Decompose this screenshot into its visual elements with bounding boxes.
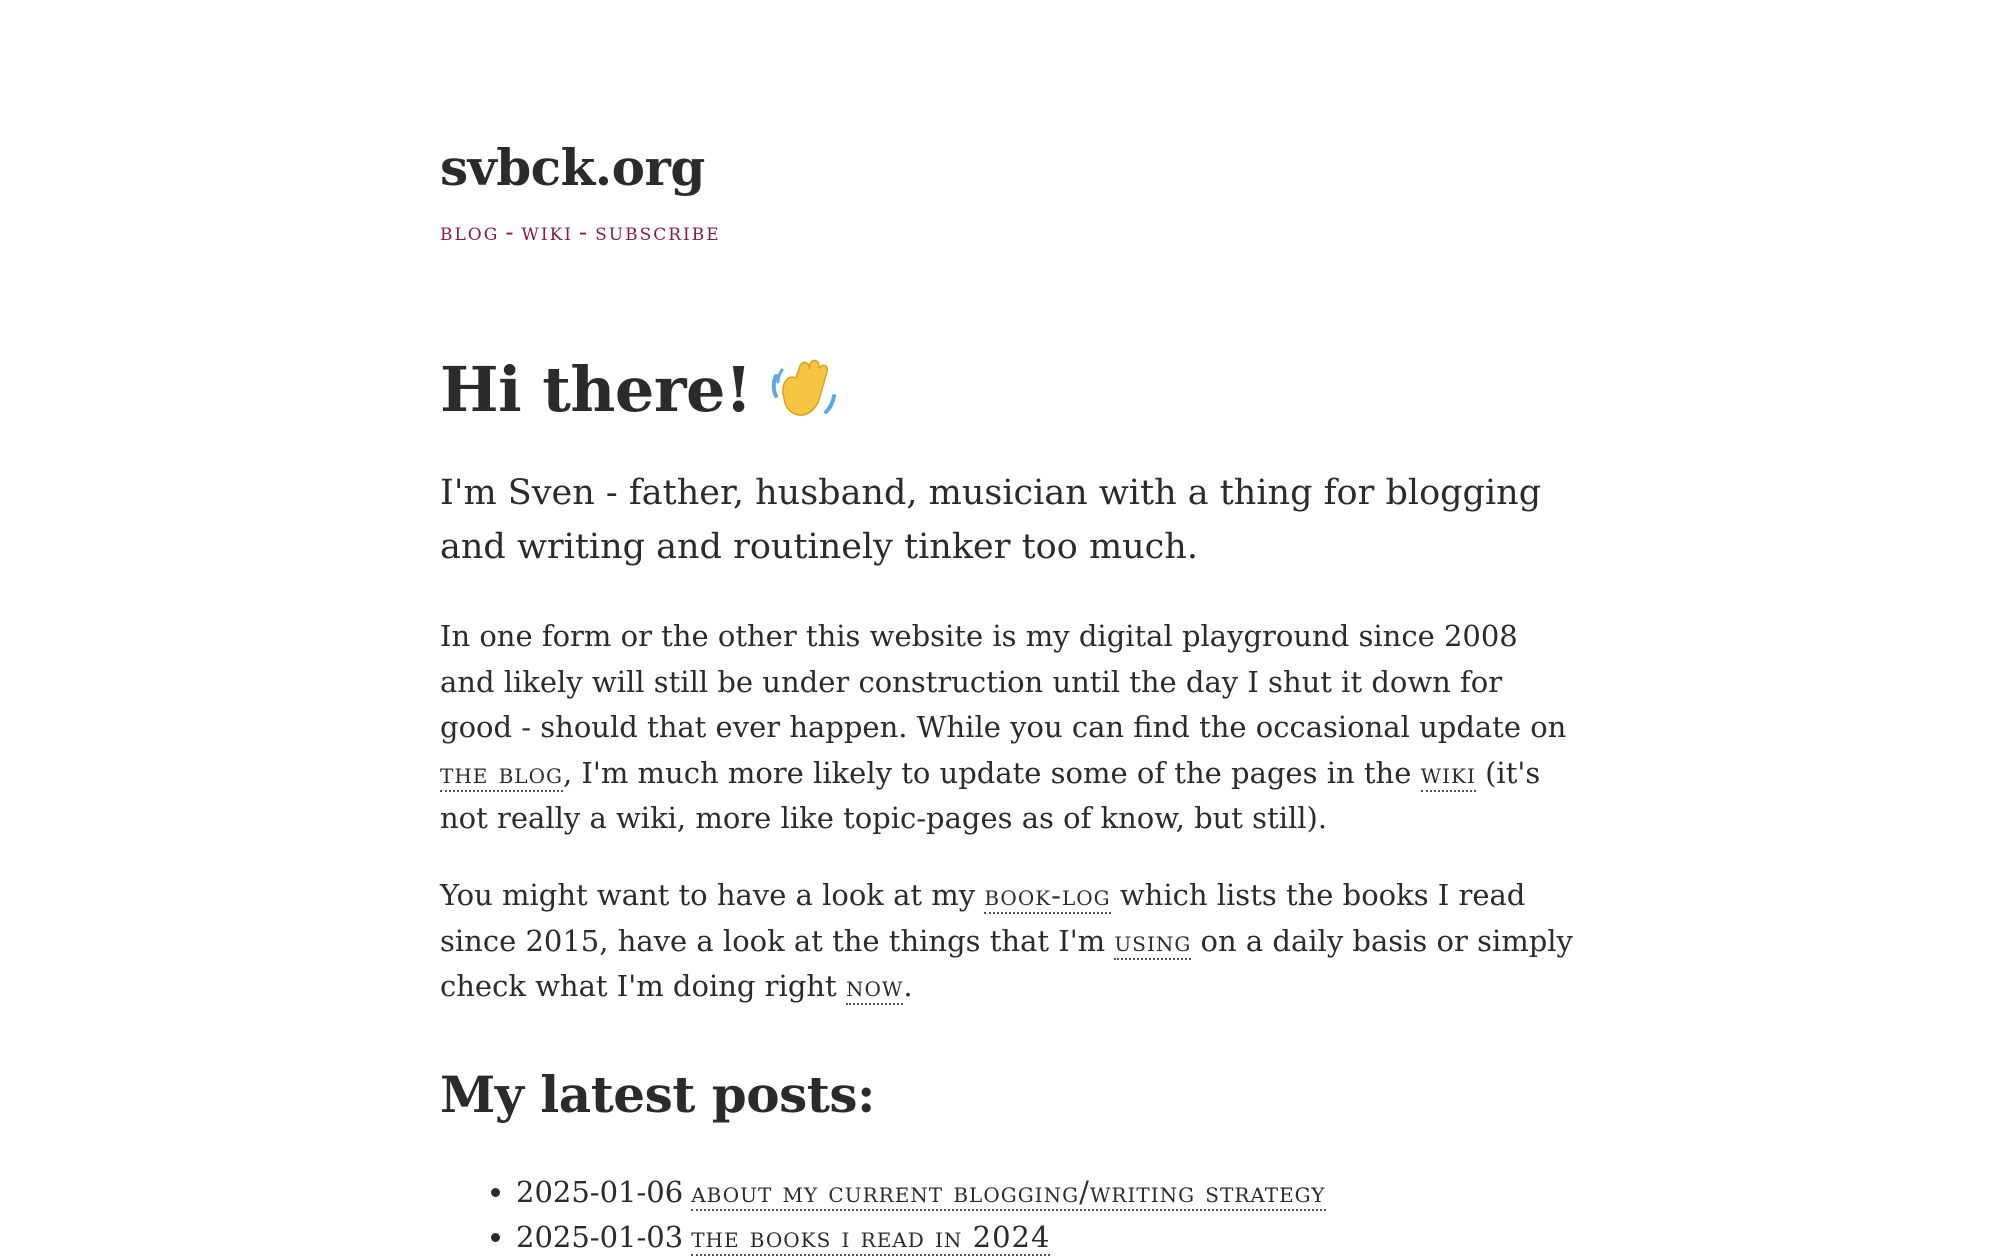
site-title[interactable]: svbck.org bbox=[440, 138, 705, 197]
nav-separator: - bbox=[505, 218, 516, 246]
site-nav bbox=[440, 214, 721, 250]
post-date: 2025-01-06 bbox=[516, 1175, 684, 1209]
post-date: 2025-01-03 bbox=[516, 1220, 684, 1254]
wiki-link[interactable]: wiki bbox=[1420, 755, 1476, 790]
list-item bbox=[516, 1215, 1326, 1260]
paragraph-text: In one form or the other this website is my digital playground since 2008 and likely will still be under construction until the day I shut it down for good - should that ever happen. While you can find the occasional update on bbox=[440, 619, 1567, 744]
paragraph-text: You might want to have a look at my bbox=[440, 878, 985, 912]
hero-heading-text: Hi there! bbox=[440, 353, 752, 426]
book-log-link[interactable]: book-log bbox=[984, 878, 1111, 912]
hero-heading bbox=[440, 346, 840, 434]
post-link[interactable]: the books i read in 2024 bbox=[691, 1220, 1051, 1254]
intro-text: I'm Sven - father, husband, musician with a thing for blogging and writing and routinely tinker too much. bbox=[440, 473, 1542, 567]
paragraph-text: (it's not really a wiki, more like topic-pages as of know, but still). bbox=[440, 755, 1541, 835]
nav-wiki-link[interactable]: wiki bbox=[521, 218, 574, 246]
latest-posts-list bbox=[488, 1170, 1326, 1260]
waving-hand-icon bbox=[770, 354, 840, 426]
post-link[interactable]: about my current blogging/writing strategy bbox=[691, 1175, 1326, 1209]
paragraph-text: on a daily basis or simply check what I'm doing right bbox=[440, 923, 1573, 1003]
links-paragraph bbox=[440, 873, 1580, 1010]
using-link[interactable]: using bbox=[1114, 923, 1192, 958]
nav-subscribe-link[interactable]: subscribe bbox=[595, 218, 721, 246]
nav-blog-link[interactable]: blog bbox=[440, 218, 500, 246]
paragraph-text: , I'm much more likely to update some of the pages in the bbox=[562, 755, 1421, 790]
paragraph-text: . bbox=[903, 969, 913, 1003]
latest-posts-heading: My latest posts: bbox=[440, 1065, 875, 1124]
now-link[interactable]: now bbox=[845, 969, 904, 1003]
nav-separator: - bbox=[579, 218, 590, 246]
the-blog-link[interactable]: the blog bbox=[440, 755, 563, 790]
intro-paragraph bbox=[440, 614, 1580, 842]
paragraph-text: which lists the books I read since 2015, have a look at the things that I'm bbox=[440, 878, 1526, 958]
list-item bbox=[516, 1170, 1326, 1215]
